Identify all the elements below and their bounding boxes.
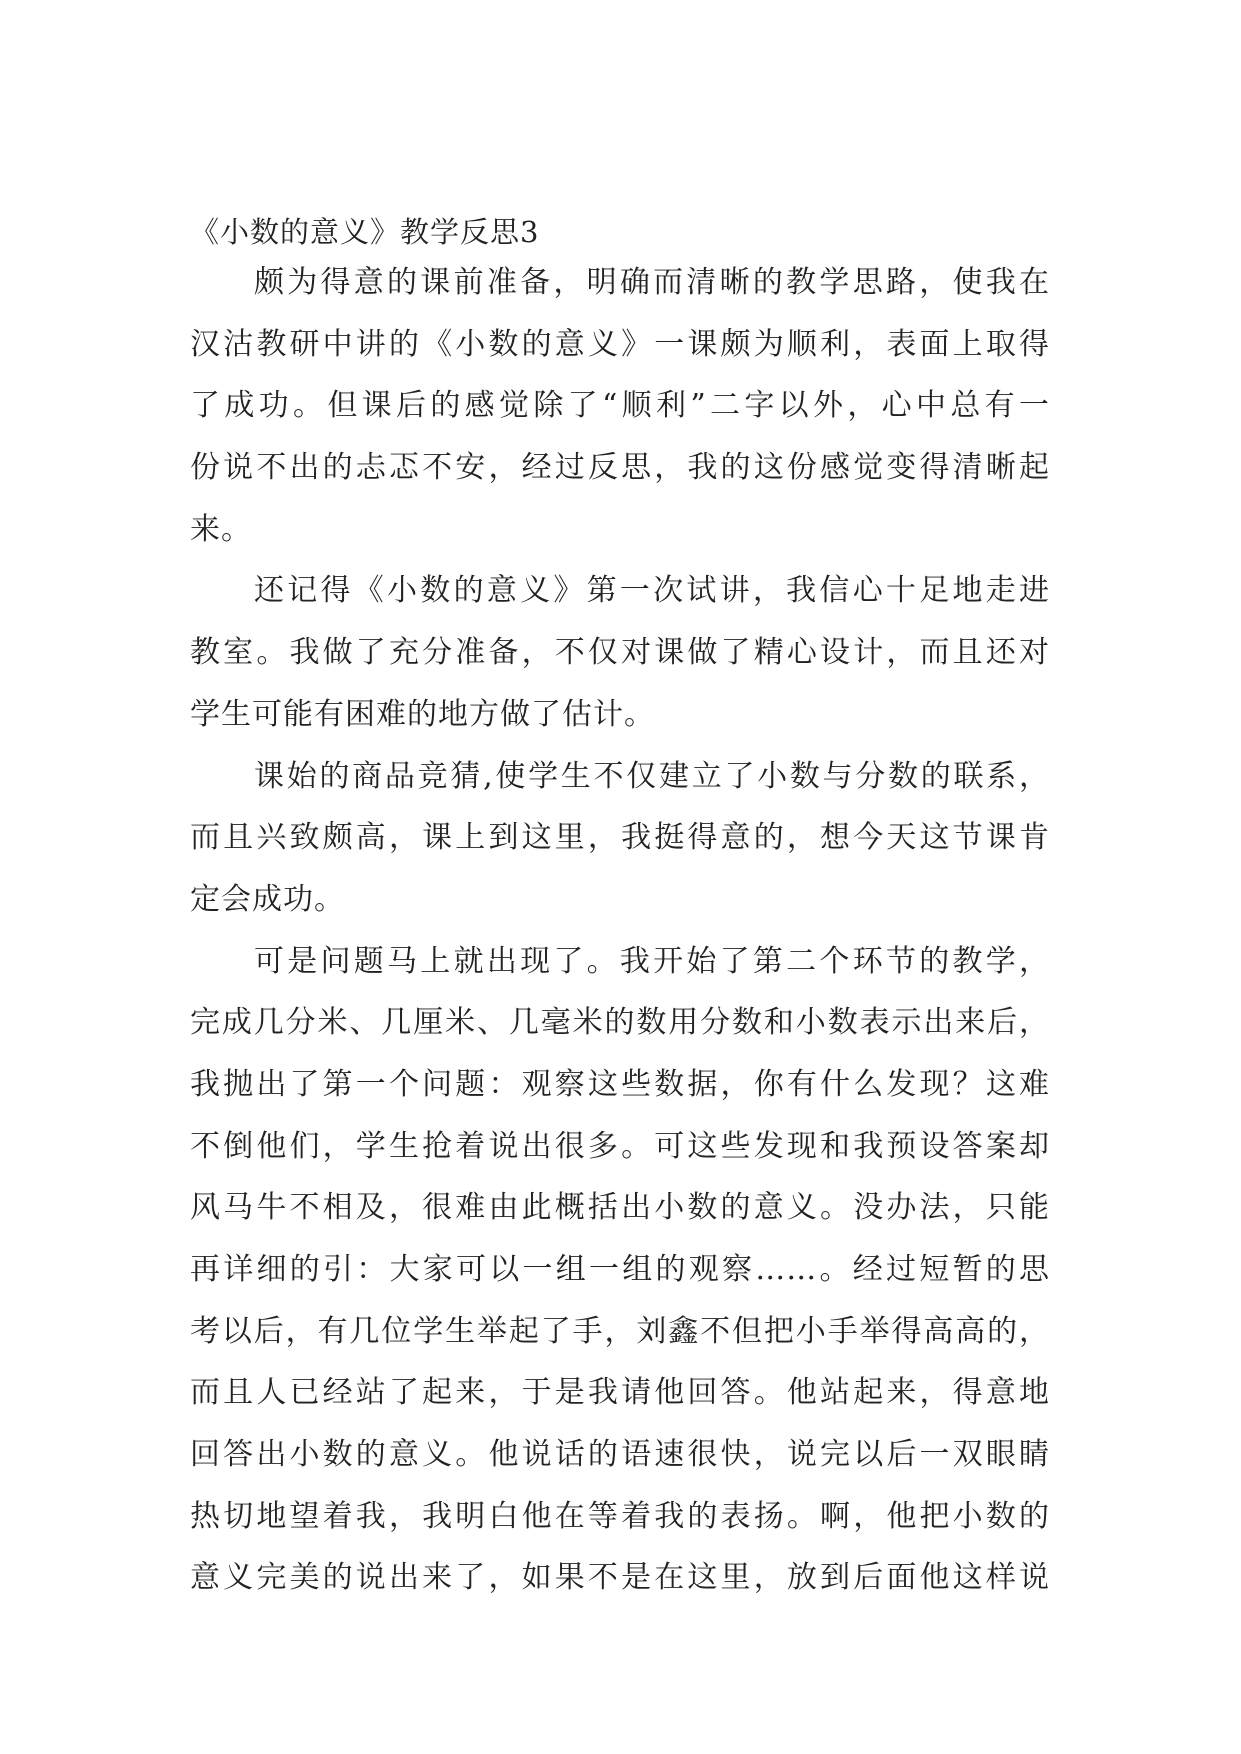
text-line: 而且兴致颇高，课上到这里，我挺得意的，想今天这节课肯 [190,820,1050,856]
text-line: 课始的商品竞猜,使学生不仅建立了小数与分数的联系， [254,758,1050,794]
paragraph-4 [190,931,1050,1610]
text-line: 颇为得意的课前准备，明确而清晰的教学思路，使我在 [254,265,1050,300]
text-line: 不倒他们，学生抢着说出很多。可这些发现和我预设答案却 [190,1128,1050,1164]
text-line: 了成功。但课后的感觉除了“顺利”二字以外，心中总有一 [190,388,1050,424]
text-line: 可是问题马上就出现了。我开始了第二个环节的教学， [254,943,1050,979]
text-line: 考以后，有几位学生举起了手，刘鑫不但把小手举得高高的， [190,1313,1050,1349]
document-body [190,212,1050,1609]
text-line: 还记得《小数的意义》第一次试讲，我信心十足地走进 [254,573,1050,609]
text-line: 完成几分米、几厘米、几毫米的数用分数和小数表示出来后， [190,1005,1050,1041]
text-line: 来。 [190,511,252,547]
text-line: 再详细的引：大家可以一组一组的观察……。经过短暂的思 [190,1252,1050,1287]
text-line: 份说不出的忐忑不安，经过反思，我的这份感觉变得清晰起 [190,450,1050,486]
text-line: 风马牛不相及，很难由此概括出小数的意义。没办法，只能 [190,1190,1050,1226]
text-line: 学生可能有困难的地方做了估计。 [190,696,655,732]
text-line: 我抛出了第一个问题：观察这些数据，你有什么发现？这难 [190,1066,1050,1102]
text-line: 汉沽教研中讲的《小数的意义》一课颇为顺利，表面上取得 [190,326,1050,362]
document-title: 《小数的意义》教学反思3 [190,215,540,249]
text-line: 热切地望着我，我明白他在等着我的表扬。啊，他把小数的 [190,1498,1050,1534]
text-line: 意义完美的说出来了，如果不是在这里，放到后面他这样说 [190,1560,1050,1596]
text-line: 定会成功。 [190,881,345,917]
text-line: 回答出小数的意义。他说话的语速很快，说完以后一双眼睛 [190,1437,1050,1473]
text-line: 而且人已经站了起来，于是我请他回答。他站起来，得意地 [190,1375,1050,1411]
paragraph-1 [190,252,1050,560]
text-line: 教室。我做了充分准备，不仅对课做了精心设计，而且还对 [190,635,1050,671]
paragraph-2 [190,560,1050,745]
paragraph-3 [190,746,1050,931]
